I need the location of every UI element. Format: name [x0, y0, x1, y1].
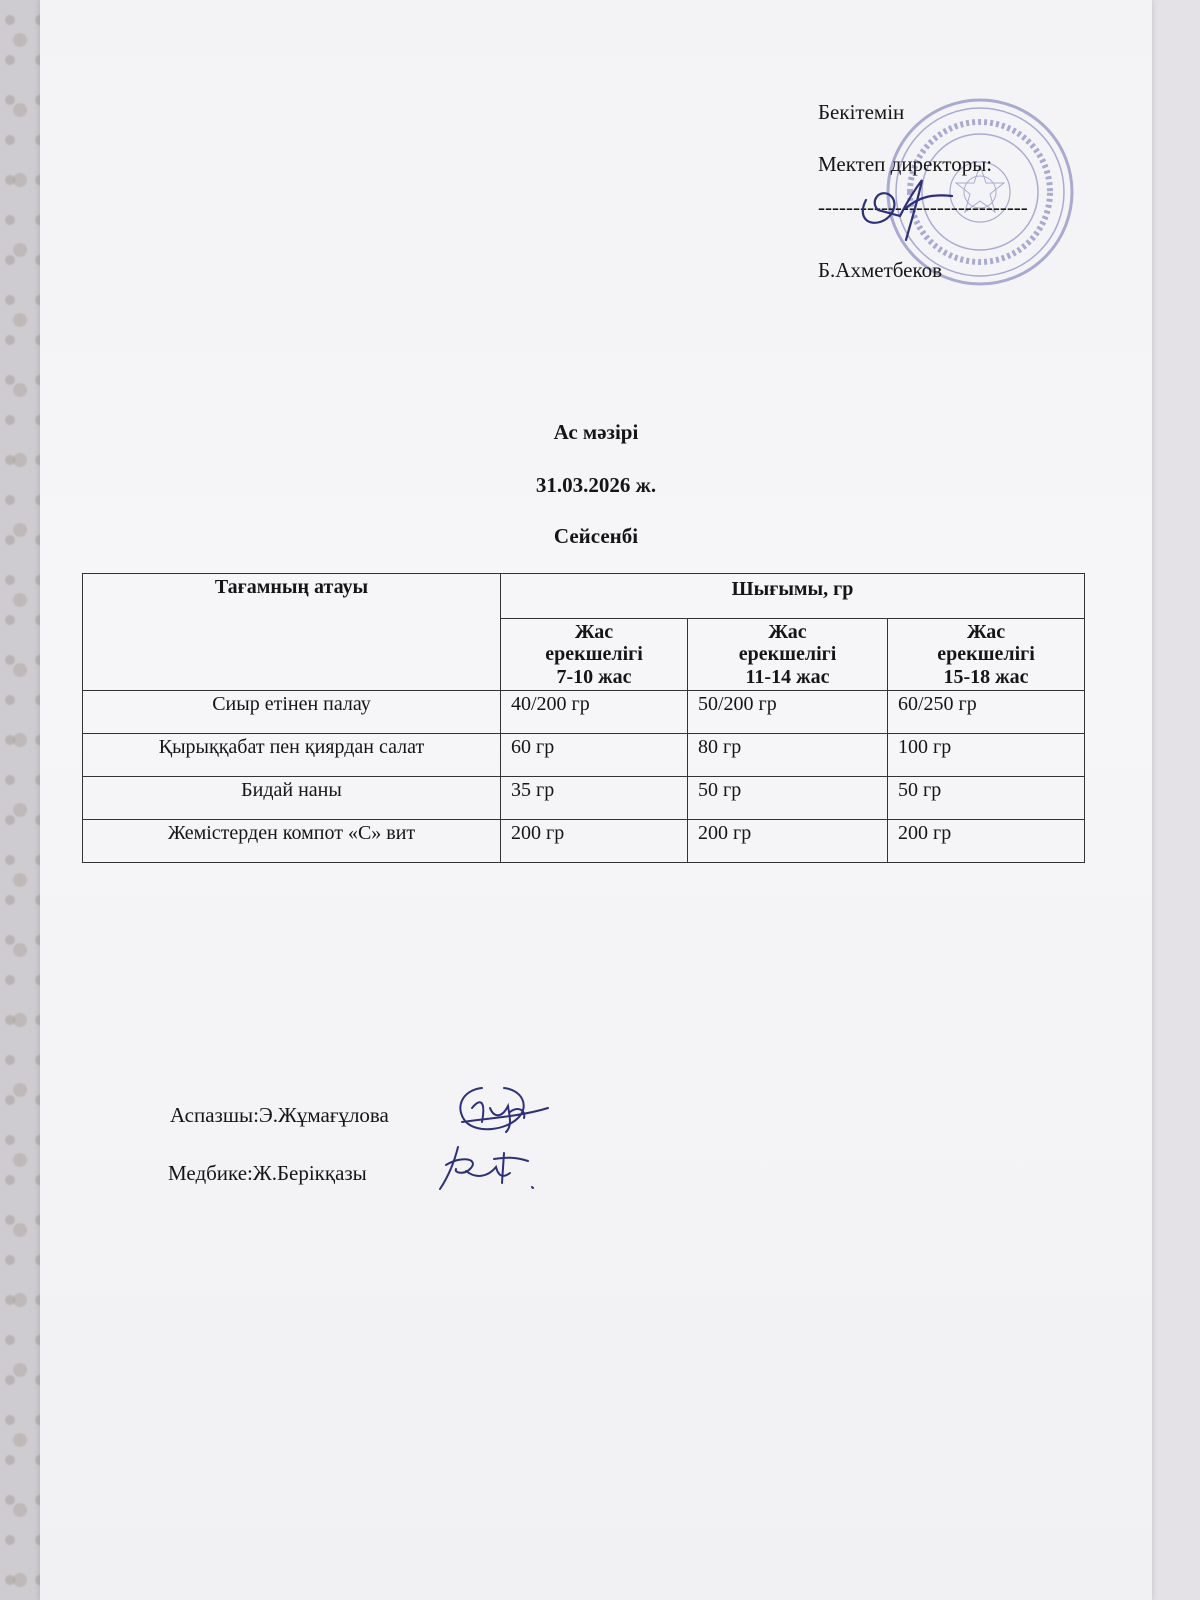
portion-cell: 50 гр	[688, 777, 888, 820]
portion-cell: 35 гр	[501, 777, 688, 820]
age-group-label: Жас	[574, 621, 614, 643]
menu-table	[82, 573, 1085, 863]
column-header-age-group	[501, 619, 688, 691]
table-row	[83, 820, 1085, 863]
portion-cell: 200 гр	[888, 820, 1085, 863]
age-group-range: 7-10 жас	[556, 665, 632, 688]
portion-cell: 80 гр	[688, 734, 888, 777]
menu-weekday: Сейсенбі	[553, 524, 639, 548]
director-position-label: Мектеп директоры:	[818, 152, 993, 176]
menu-date: 31.03.2026 ж.	[535, 473, 657, 497]
portion-cell: 50 гр	[888, 777, 1085, 820]
cook-signature-label: Аспазшы:Э.Жұмағұлова	[170, 1103, 389, 1127]
table-row	[83, 777, 1085, 820]
age-group-label: ерекшелігі	[738, 643, 837, 666]
age-group-label: Жас	[768, 621, 807, 643]
director-name: Б.Ахметбеков	[818, 258, 943, 282]
portion-cell: 100 гр	[888, 734, 1085, 777]
age-group-label: ерекшелігі	[545, 643, 643, 666]
nurse-signature-label: Медбике:Ж.Берікқазы	[168, 1161, 367, 1185]
menu-heading: Ас мәзірі	[553, 420, 639, 444]
table-row	[83, 691, 1085, 734]
age-group-label: ерекшелігі	[937, 643, 1035, 666]
nurse-signature	[436, 1143, 536, 1193]
signature-dashed-line: ------------------------------	[818, 195, 1028, 219]
column-header-age-group	[688, 619, 888, 691]
approved-label: Бекітемін	[818, 100, 905, 124]
table-row	[83, 734, 1085, 777]
dish-name: Жемістерден компот «С» вит	[83, 820, 501, 863]
dish-name: Бидай наны	[83, 777, 501, 820]
portion-cell: 60 гр	[501, 734, 688, 777]
column-header-age-group	[888, 619, 1085, 691]
age-group-range: 15-18 жас	[943, 665, 1029, 688]
portion-cell: 200 гр	[688, 820, 888, 863]
portion-cell: 200 гр	[501, 820, 688, 863]
column-header-output: Шығымы, гр	[501, 574, 1085, 619]
dish-name: Қырыққабат пен қиярдан салат	[83, 734, 501, 777]
director-signature	[848, 160, 958, 250]
portion-cell: 40/200 гр	[501, 691, 688, 734]
portion-cell: 50/200 гр	[688, 691, 888, 734]
portion-cell: 60/250 гр	[888, 691, 1085, 734]
column-header-dish: Тағамның атауы	[83, 574, 501, 691]
age-group-label: Жас	[966, 621, 1006, 643]
age-group-range: 11-14 жас	[745, 665, 830, 688]
dish-name: Сиыр етінен палау	[83, 691, 501, 734]
cook-signature	[452, 1078, 552, 1138]
